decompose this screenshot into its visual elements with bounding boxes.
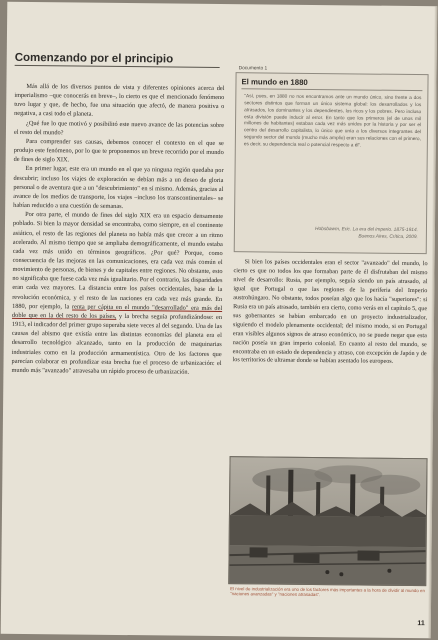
document-box <box>234 72 429 254</box>
section-title: Comenzando por el principio <box>15 52 220 68</box>
photo-caption: El nivel de industrialización era uno de los factores más importantes a la hora de dividir al mundo en "naciones avanzadas" y "naciones atrasadas". <box>230 586 425 598</box>
right-paragraph-1: Si bien los países occidentales eran el sector "avanzado" del mundo, lo cierto es que no todos los que formaban parte de él disfrutaban del mismo nivel de desarrollo: Rusia, por ejemplo, seguía siendo un país atrasado, al igual que Portugal o que las regiones de la periferia del Imperio austrohúngaro. No obstante, todos poseían algo que los hacía "superiores": si Rusia era un país atrasado, también era cierto, como verás en el capítulo 5, que sus gobernantes se habían embarcado en un proyecto industrializador, siguiendo el modelo plenamente occidental; del mismo modo, si en Portugal eran visibles algunos signos de atraso económico, no se puede negar que esta nación poseía un gran imperio colonial. En cuanto al resto del mundo, se encontraba en un estado de dependencia y atraso, con excepción de Japón y de los territorios de ultramar donde se habían asentado los europeos. <box>232 259 428 366</box>
left-column <box>11 82 224 377</box>
factory-illustration <box>229 457 426 585</box>
left-paragraph-5-tail: y la brecha seguía profundizándose: en 1913, el indicador del primer grupo superaba siete veces al del segundo. Una de las causas del abismo que existía entre las distintas economías del planeta era el desarrollo tecnológico alcanzado, tanto en la producción de maquinarias industriales como en la producción armamentística. Otro de los factores que parecían colaborar en profundizar esta brecha fue el proceso de urbanización: el mundo más "avanzado" atravesaba un rápido proceso de urbanización. <box>11 312 223 376</box>
book-page <box>1 2 438 638</box>
document-source <box>315 227 418 241</box>
page-number: 11 <box>417 620 425 628</box>
left-paragraph-2: ¿Qué fue lo que motivó y posibilitó este nuevo avance de las potencias sobre el resto del mundo? <box>13 119 225 137</box>
document-quote: "Así, pues, en 1880 no nos encontramos ante un mundo único, sino frente a dos sectores distintos que forman un único sistema global: los desarrollados y los atrasados, los dominantes y los dependientes, los ricos y los pobres. Pero incluso esta división puede inducir al error. En tanto que los primeros (el de unos mil millones de habitantes) estaban cada vez más unidos por la historia y por ser el centro del desarrollo capitalista, lo único que unía a los diversos integrantes del segundo sector del mundo (mucho más amplio) eran sus relaciones con el primero, es decir, su dependencia real o potencial respecto a él". <box>243 94 422 149</box>
industrial-photo <box>228 456 427 586</box>
left-paragraph-3: Para comprender sus causas, debemos conocer el contexto en el que se produjo este fenómeno, por lo que te proponemos un breve recorrido por el mundo de fines de siglo XIX. <box>13 137 224 164</box>
underlined-phrase: renta per cápita en el mundo "desarrollado" era más del doble que en la del resto de los países, <box>12 303 223 320</box>
left-paragraph-4: En primer lugar, este era un mundo en el que ya ninguna región quedaba por descubrir; incluso los viajes de exploración se debían más a un deseo de gloria personal o de aventura que a un "descubrimiento" en sí mismo. Además, gracias al avance de los medios de transporte, los viajes –incluso los transcontinentales– se habían reducido a una cuestión de semanas. <box>13 165 224 211</box>
document-label: Documento 1 <box>238 66 268 72</box>
left-paragraph-1: Más allá de los diversos puntos de vista y diferentes opiniones acerca del imperialismo –que conocerás en breve–, lo cierto es que el mencionado fenómeno tuvo lugar y que, de hecho, fue una situación que afectó, de manera positiva o negativa, a casi todo el planeta. <box>14 82 225 119</box>
left-paragraph-5-text: Por otra parte, el mundo de fines del siglo XIX era un espacio densamente poblado. Si bien la mayor densidad se encontraba, como siempre, en el continente asiático, el resto de las regiones del planeta no había más que crecer a un ritmo acelerado. Al mismo tiempo que se ampliaba demográficamente, el mundo estaba cada vez más unido en términos geográficos. ¿Por qué? Porque, como consecuencia de las mejoras en las comunicaciones, era cada vez más común el movimiento de personas, de bienes y de capitales entre regiones. No obstante, esto no significaba que fuese cada vez más igualitario. Por el contrario, las disparidades eran cada vez mayores. La distancia entre los países occidentales, base de la revolución económica, y el resto de las naciones era cada vez más grande. En 1880, por ejemplo, la <box>12 211 224 311</box>
document-source-place: Buenos Aires, Crítica, 2009. <box>358 234 418 240</box>
left-paragraph-5 <box>11 210 223 377</box>
document-title: El mundo en 1880 <box>241 77 422 91</box>
right-column <box>233 258 428 367</box>
document-source-author: Hobsbawm, Eric. La era del imperio. 1875-1914. <box>315 227 418 234</box>
